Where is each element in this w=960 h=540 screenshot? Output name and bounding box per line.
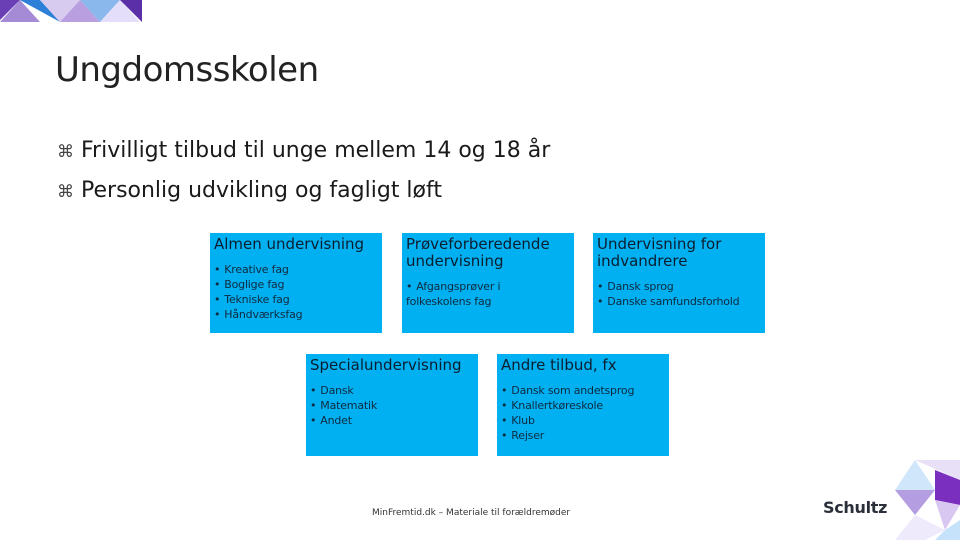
box-item: • Danske samfundsforhold	[597, 294, 759, 309]
box-title: Specialundervisning	[310, 356, 462, 374]
box-item: • Matematik	[310, 398, 472, 413]
bullet-text: Personlig udvikling og fagligt løft	[81, 178, 442, 203]
footer-text: MinFremtid.dk – Materiale til forældremøder	[372, 508, 571, 518]
box-item: • Dansk sprog	[597, 279, 759, 294]
schultz-logo: Schultz	[823, 498, 888, 517]
box-item: • Tekniske fag	[214, 292, 376, 307]
box-item: • Rejser	[501, 428, 663, 443]
command-key-icon: ⌘	[57, 182, 74, 202]
slide-title: Ungdomsskolen	[55, 50, 319, 90]
box-item: • Boglige fag	[214, 277, 376, 292]
box-title: Prøveforberedende undervisning	[406, 235, 550, 270]
box-item-list	[310, 383, 472, 428]
box-title: Undervisning for indvandrere	[597, 235, 722, 270]
box-item-list	[597, 279, 759, 309]
box-item: • Klub	[501, 413, 663, 428]
box-proeveforberedende	[402, 233, 574, 333]
box-specialundervisning	[306, 354, 478, 456]
box-item: • Håndværksfag	[214, 307, 376, 322]
command-key-icon: ⌘	[57, 142, 74, 162]
box-almen-undervisning	[210, 233, 382, 333]
box-item-list	[406, 279, 568, 309]
decorative-triangles-top	[0, 0, 150, 22]
box-item: • Afgangsprøver i folkeskolens fag	[406, 279, 568, 309]
bullet-item	[57, 175, 550, 215]
box-item: • Andet	[310, 413, 472, 428]
bullet-item	[57, 135, 550, 175]
box-andre-tilbud	[497, 354, 669, 456]
bullet-text: Frivilligt tilbud til unge mellem 14 og 18 år	[81, 138, 551, 163]
box-item: • Dansk som andetsprog	[501, 383, 663, 398]
box-item: • Kreative fag	[214, 262, 376, 277]
box-item: • Dansk	[310, 383, 472, 398]
box-item-list	[501, 383, 663, 443]
box-title: Almen undervisning	[214, 235, 365, 253]
decorative-triangles-bottom-right	[885, 460, 960, 540]
bullet-list	[57, 135, 550, 215]
box-item-list	[214, 262, 376, 322]
box-undervisning-indvandrere	[593, 233, 765, 333]
box-item: • Knallertkøreskole	[501, 398, 663, 413]
box-title: Andre tilbud, fx	[501, 356, 617, 374]
